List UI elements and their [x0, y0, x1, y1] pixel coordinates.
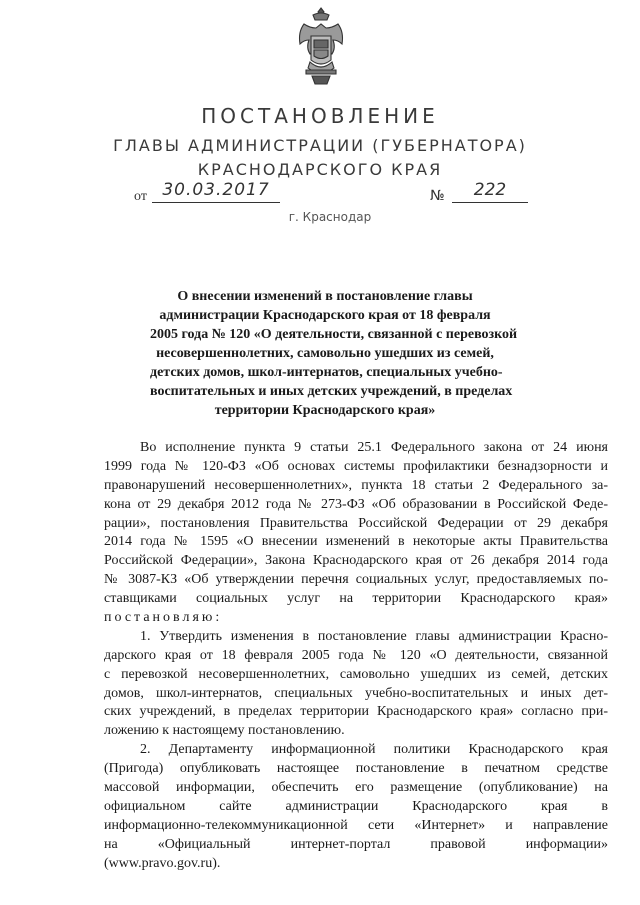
- preamble-line: 1999 года № 120-ФЗ «Об основах системы профилактики безнадзорности и: [104, 458, 608, 474]
- item-2-line: на «Официальный интернет-портал правовой информации»: [104, 836, 608, 852]
- preamble-line: № 3087-КЗ «Об утверждении перечня социальных услуг, предоставляемых по-: [104, 572, 608, 588]
- preamble-line: рации», постановления Правительства Российской Федерации от 29 декабря: [104, 515, 608, 531]
- resolve-word: постановляю:: [104, 610, 223, 626]
- issuer-line-2: КРАСНОДАРСКОГО КРАЯ: [197, 160, 443, 179]
- document-body: [104, 439, 608, 873]
- item-1-line: дарского края от 18 февраля 2005 года № 120 «О деятельности, связанной: [104, 647, 608, 663]
- document-date: 30.03.2017: [152, 180, 280, 203]
- item-2-line: массовой информации, обеспечить его размещение (опубликование) на: [104, 780, 608, 796]
- preamble-line: 2014 года № 1595 «О внесении изменений в некоторые акты Правительства: [104, 534, 608, 550]
- item-1-line: ских учреждений, в пределах территории Краснодарского края» согласно при-: [104, 704, 608, 720]
- item-1-line: ложению к настоящему постановлению.: [104, 723, 345, 739]
- preamble-line: кона от 29 декабря 2012 года № 273-ФЗ «Об образовании в Российской Феде-: [104, 496, 608, 512]
- subject-line: администрации Краснодарского края от 18 февраля: [159, 308, 491, 323]
- item-1-line: 1. Утвердить изменения в постановление главы администрации Красно-: [140, 628, 608, 644]
- issuer-line-1: ГЛАВЫ АДМИНИСТРАЦИИ (ГУБЕРНАТОРА): [113, 136, 527, 155]
- item-2-line: официальном сайте администрации Краснодарского края в: [104, 798, 608, 814]
- subject-line: детских домов, школ-интернатов, специальных учебно-: [150, 365, 503, 380]
- preamble-line: Российской Федерации», Закона Краснодарского края от 26 декабря 2014 года: [104, 553, 608, 569]
- number-prefix: №: [430, 188, 445, 204]
- city-label: г. Краснодар: [288, 210, 372, 224]
- coat-of-arms-emblem: [296, 6, 346, 88]
- preamble-line: правонарушений несовершеннолетних», пункта 18 статьи 2 Федерального за-: [104, 477, 608, 493]
- item-2-line: (Пригода) опубликовать настоящее постановление в печатном средстве: [104, 761, 608, 777]
- item-2-line: 2. Департаменту информационной политики Краснодарского края: [140, 742, 608, 758]
- item-2-line: информационно-телекоммуникационной сети «Интернет» и направление: [104, 817, 608, 833]
- item-1-line: с перевозкой несовершеннолетних, самовольно ушедших из семей, детских: [104, 666, 608, 682]
- document-type-title: ПОСТАНОВЛЕНИЕ: [201, 104, 439, 128]
- item-2-line: (www.pravo.gov.ru).: [104, 855, 221, 871]
- document-subject: [150, 287, 518, 420]
- subject-line: О внесении изменений в постановление главы: [177, 289, 473, 304]
- date-prefix: от: [134, 189, 147, 204]
- item-1-line: домов, школ-интернатов, специальных учебно-воспитательных и иных дет-: [104, 685, 608, 701]
- preamble-line: Во исполнение пункта 9 статьи 25.1 Федерального закона от 24 июня: [140, 440, 608, 455]
- subject-line: территории Краснодарского края»: [214, 403, 436, 418]
- preamble-line: ставщиками социальных услуг на территории Краснодарского края»: [104, 591, 608, 607]
- document-number: 222: [452, 180, 528, 203]
- subject-line: воспитательных и иных детских учреждений, в пределах: [150, 384, 513, 399]
- subject-line: несовершеннолетних, самовольно ушедших из семей,: [156, 346, 494, 361]
- subject-line: 2005 года № 120 «О деятельности, связанной с перевозкой: [150, 327, 518, 342]
